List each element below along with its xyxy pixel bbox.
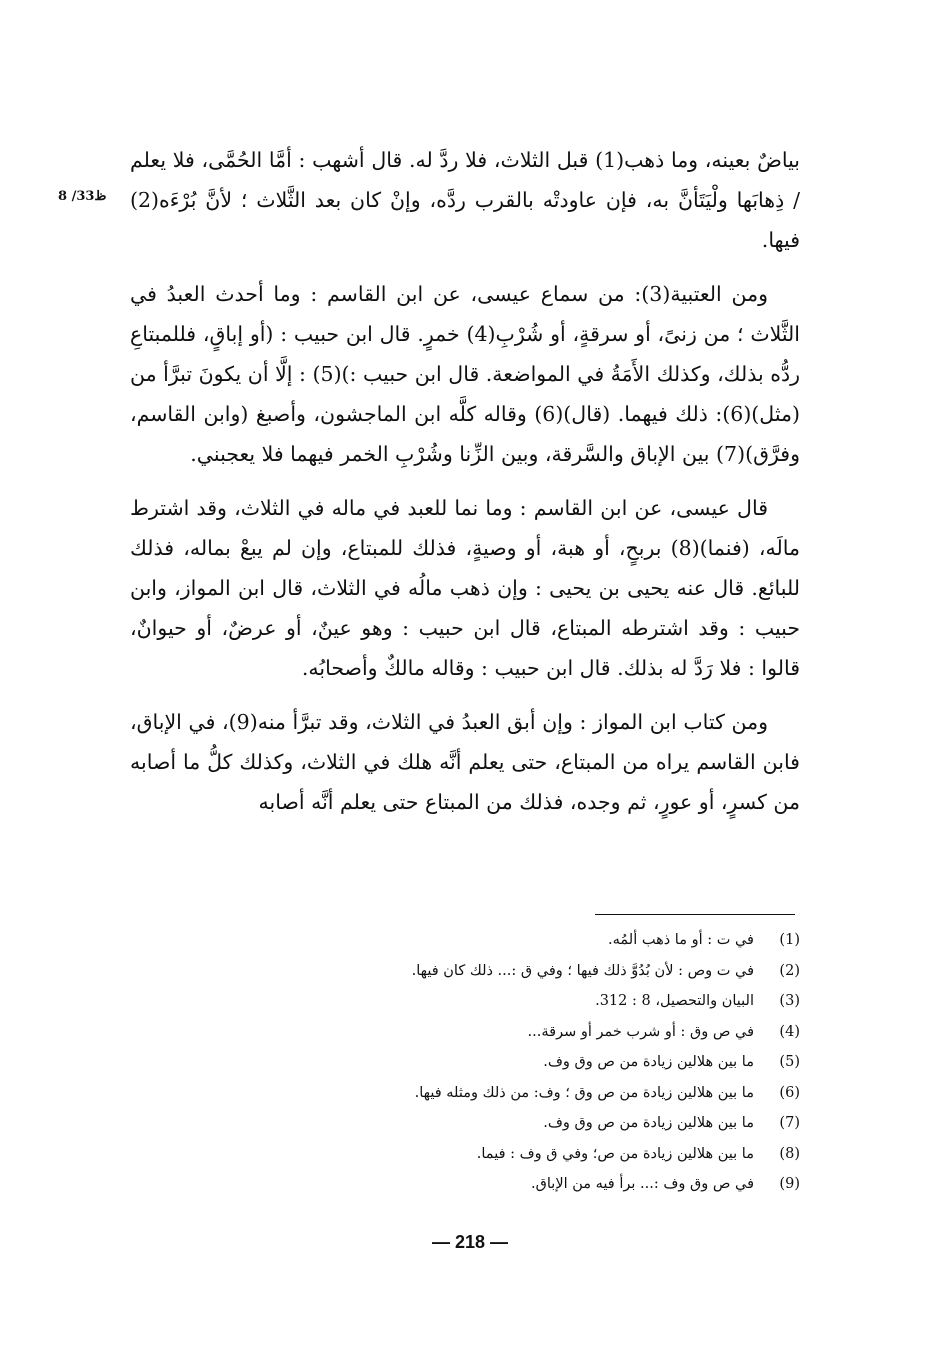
paragraph-4: ومن كتاب ابن المواز : وإن أبق العبدُ في الثلاث، وقد تبرَّأ منه(9)، في الإباق، فابن القاسم يراه من المبتاع، حتى يعلم أنَّه هلك في الثلاث، وكذلك كلُّ ما أصابه من كسرٍ، أو عورٍ، ثم وجده، فذلك من المبتاع حتى يعلم أنَّه أصابه	[130, 710, 800, 814]
footnote-number: (6)	[779, 1084, 800, 1101]
footnote-number: (3)	[779, 993, 800, 1009]
footnote-text: في ت وص : لأن بُدُوَّ ذلك فيها ؛ وفي ق :... ذلك كان فيها.	[411, 962, 754, 979]
footnote-number: (5)	[779, 1054, 800, 1070]
footnote-separator	[595, 914, 795, 915]
page-number: — 218 —	[431, 1232, 509, 1252]
main-text	[130, 140, 800, 822]
footnote	[250, 925, 800, 956]
footnote-text: في ص وق : أو شرب خمر أو سرقة...	[527, 1023, 754, 1040]
footnote-number: (7)	[779, 1115, 800, 1131]
footnote-number: (4)	[779, 1023, 800, 1040]
footnote-text: ما بين هلالين زيادة من ص وق وف.	[543, 1054, 754, 1070]
margin-folio-reference: ظ33/ 8	[58, 189, 107, 204]
footnote	[250, 1139, 800, 1170]
footnote	[250, 1108, 800, 1139]
paragraph-2: ومن العتبية(3): من سماع عيسى، عن ابن القاسم : وما أحدث العبدُ في الثَّلاث ؛ من زنىً، أو سرقةٍ، أو شُرْبِ(4) خمرٍ. قال ابن حبيب : (أو إباقٍ، فللمبتاعِ ردُّه بذلك، وكذلك الأَمَةُ في المواضعة. قال ابن حبيب :)(5) : إلَّا أن يكونَ تبرَّأ من (مثل)(6): ذلك فيهما. (قال)(6) وقاله كلَّه ابن الماجشون، وأصبغ (وابن القاسم، وفرَّق)(7) بين الإباق والسَّرقة، وبين الزِّنا وشُرْبِ الخمر فيهما فلا يعجبني.	[130, 282, 800, 466]
footnote-text: البيان والتحصيل، 8 : 312.	[595, 993, 754, 1009]
paragraph-3: قال عيسى، عن ابن القاسم : وما نما للعبد في ماله في الثلاث، وقد اشترط مالَه، (فنما)(8) بربحٍ، أو هبة، أو وصيةٍ، فذلك للمبتاع، وإن لم يبعْ بماله، فذلك للبائع. قال عنه يحيى بن يحيى : وإن ذهب مالُه في الثلاث، قال ابن المواز، وابن حبيب : وقد اشترطه المبتاع، قال ابن حبيب : وهو عينٌ، أو عرضٌ، أو حيوانٌ، قالوا : فلا رَدَّ له بذلك. قال ابن حبيب : وقاله مالكٌ وأصحابُه.	[130, 496, 800, 680]
footnote	[250, 1047, 800, 1078]
footnote	[250, 1169, 800, 1200]
footnote-number: (1)	[779, 932, 800, 948]
footnote-number: (8)	[779, 1145, 800, 1162]
footnotes	[250, 925, 800, 1200]
footnote	[250, 986, 800, 1017]
footnote	[250, 1017, 800, 1048]
paragraph-1: بياضٌ بعينه، وما ذهب(1) قبل الثلاث، فلا ردَّ له. قال أشهب : أمَّا الحُمَّى، فلا يعلم / ذِهابَها ولْيَتَأنَّ به، فإن عاودتْه بالقرب ردَّه، وإنْ كان بعد الثَّلاث ؛ لأنَّ بُرْءَه(2) فيها.	[130, 148, 800, 252]
footnote-text: ما بين هلالين زيادة من ص وق وف.	[543, 1115, 754, 1131]
footnote-number: (9)	[779, 1176, 800, 1192]
footnote-text: في ص وق وف :... برأ فيه من الإباق.	[531, 1176, 754, 1192]
footnote-text: ما بين هلالين زيادة من ص؛ وفي ق وف : فيما.	[476, 1145, 754, 1162]
footnote	[250, 956, 800, 987]
footnote-number: (2)	[779, 962, 800, 979]
footnote	[250, 1078, 800, 1109]
footnote-text: في ت : أو ما ذهب ألمُه.	[608, 932, 754, 948]
footnote-text: ما بين هلالين زيادة من ص وق ؛ وف: من ذلك ومثله فيها.	[414, 1084, 754, 1101]
